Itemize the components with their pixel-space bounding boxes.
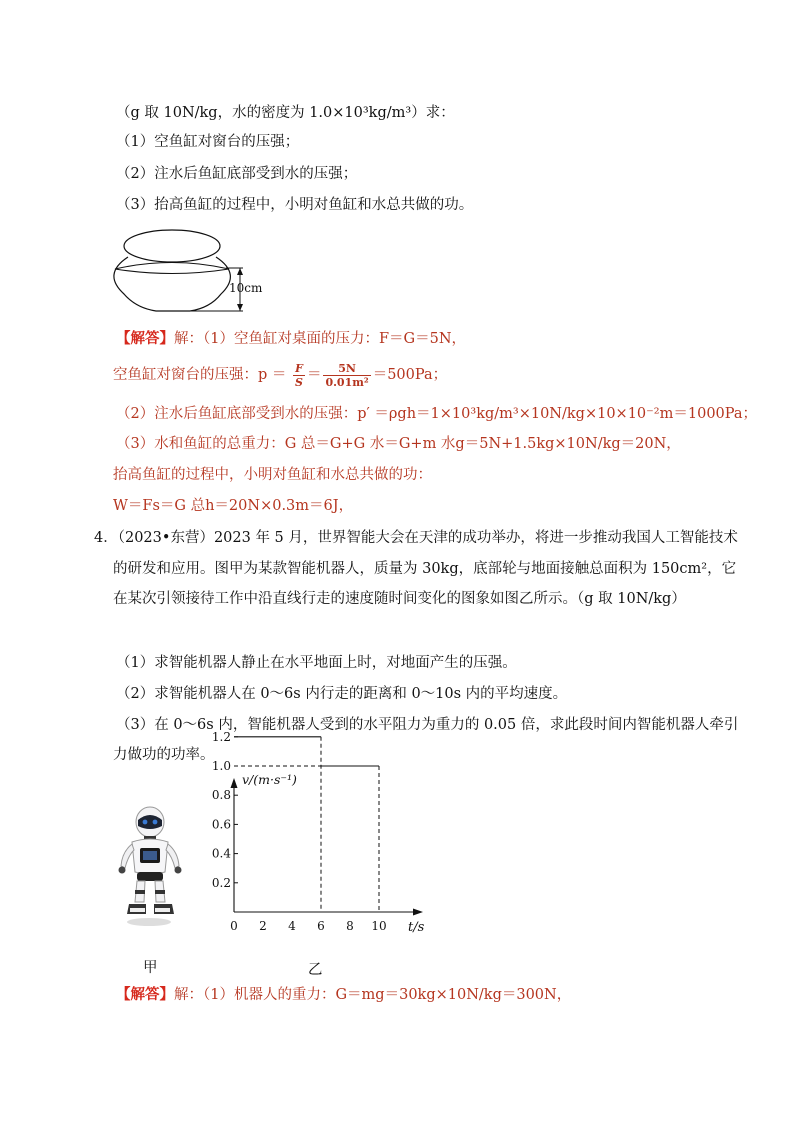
- velocity-time-chart: [200, 729, 440, 940]
- problem4-q2: （2）求智能机器人在 0～6s 内行走的距离和 0～10s 内的平均速度。: [116, 686, 568, 702]
- figure-label-yi: 乙: [308, 962, 323, 978]
- x-tick-label: 0: [230, 919, 238, 933]
- dim-arrow-bottom: [237, 304, 243, 311]
- y-tick-label: 1.0: [211, 759, 231, 773]
- answer4-label: 【解答】: [116, 986, 174, 1003]
- question-3: （3）抬高鱼缸的过程中，小明对鱼缸和水总共做的功。: [116, 197, 474, 213]
- y-axis-arrow: [231, 778, 238, 788]
- frac-5n: 5N: [323, 362, 370, 376]
- problem4-q1: （1）求智能机器人静止在水平地面上时，对地面产生的压强。: [116, 655, 517, 671]
- question-2: （2）注水后鱼缸底部受到水的压强；: [116, 166, 358, 182]
- y-tick-label: 1.2: [211, 729, 231, 744]
- robot-image: [112, 804, 186, 928]
- x-axis-arrow: [413, 909, 423, 916]
- answer4-line: [116, 985, 571, 1005]
- y-tick-label: 0.4: [211, 846, 231, 861]
- pressure-suffix: ＝500Pa；: [372, 367, 448, 383]
- x-tick-label: 2: [259, 919, 267, 933]
- answer-prev-line5: 抬高鱼缸的过程中，小明对鱼缸和水总共做的功：: [113, 467, 432, 483]
- depth-label: 10cm: [229, 281, 263, 295]
- water-surface: [115, 263, 229, 274]
- fish-tank-figure: [108, 224, 268, 316]
- frac-s: S: [295, 375, 303, 389]
- tank-rim: [124, 230, 220, 262]
- x-axis-label: t/s: [408, 920, 425, 935]
- x-tick-label: 6: [317, 919, 325, 933]
- pressure-prefix: 空鱼缸对窗台的压强：p ＝: [113, 367, 287, 383]
- problem4-q3-cont: 力做功的功率。: [113, 747, 215, 763]
- problem4-text1: （2023•东营）2023 年 5 月，世界智能大会在天津的成功举办，将进一步推动我国人工智能技术: [117, 530, 738, 546]
- dim-arrow-top: [237, 268, 243, 275]
- y-tick-label: 0.2: [211, 875, 231, 890]
- answer-prev-line1: [116, 329, 466, 349]
- problem4-q3: （3）在 0～6s 内，智能机器人受到的水平阻力为重力的 0.05 倍，求此段时间内智能机器人牵引: [116, 717, 739, 733]
- frac-f: F: [293, 362, 305, 376]
- y-axis-label: v/(m·s⁻¹): [242, 772, 297, 787]
- fraction-values: [323, 362, 370, 389]
- problem4-number: 4．: [94, 530, 118, 546]
- answer-label: 【解答】: [116, 330, 174, 347]
- answer-prev-line3: （2）注水后鱼缸底部受到水的压强：p′ ＝ρgh＝1×10³kg/m³×10N/kg×10×10⁻²m＝1000Pa；: [116, 406, 758, 422]
- answer-step1: （1）空鱼缸对桌面的压力：F＝G＝5N，: [203, 331, 467, 347]
- answer-prev-line2: 空鱼缸对窗台的压强：p ＝ $\frac{F}{S}$ ＝ $\frac{5N}{\text{0.01m²}}$ ＝500Pa；: [113, 361, 448, 389]
- fraction-f-over-s: [293, 362, 305, 389]
- answer-prev-line4: （3）水和鱼缸的总重力：G 总＝G+G 水＝G+m 水g＝5N+1.5kg×10N/kg＝20N，: [116, 436, 681, 452]
- question-1: （1）空鱼缸对窗台的压强；: [116, 134, 300, 150]
- x-tick-label: 10: [371, 919, 387, 933]
- problem4-line2: 的研发和应用。图甲为某款智能机器人，质量为 30kg，底部轮与地面接触总面积为 150cm²，它: [113, 561, 737, 577]
- y-tick-label: 0.8: [211, 788, 231, 803]
- frac-area: 0.01m²: [325, 375, 369, 389]
- answer4-text: 解：（1）机器人的重力：G＝mg＝30kg×10N/kg＝300N，: [174, 987, 572, 1003]
- answer-jie: 解：: [174, 331, 203, 347]
- figure-label-jia: 甲: [143, 960, 158, 976]
- x-tick-label: 4: [288, 919, 296, 933]
- intro-line: （g 取 10N/kg，水的密度为 1.0×10³kg/m³）求：: [116, 105, 455, 121]
- answer-prev-line6: W＝Fs＝G 总h＝20N×0.3m＝6J，: [113, 498, 354, 514]
- problem4-line1: [94, 528, 738, 548]
- tank-body: [114, 257, 230, 311]
- y-tick-label: 0.6: [211, 817, 231, 832]
- x-tick-label: 8: [346, 919, 354, 933]
- problem4-line3: 在某次引领接待工作中沿直线行走的速度随时间变化的图象如图乙所示。（g 取 10N/kg）: [113, 591, 686, 607]
